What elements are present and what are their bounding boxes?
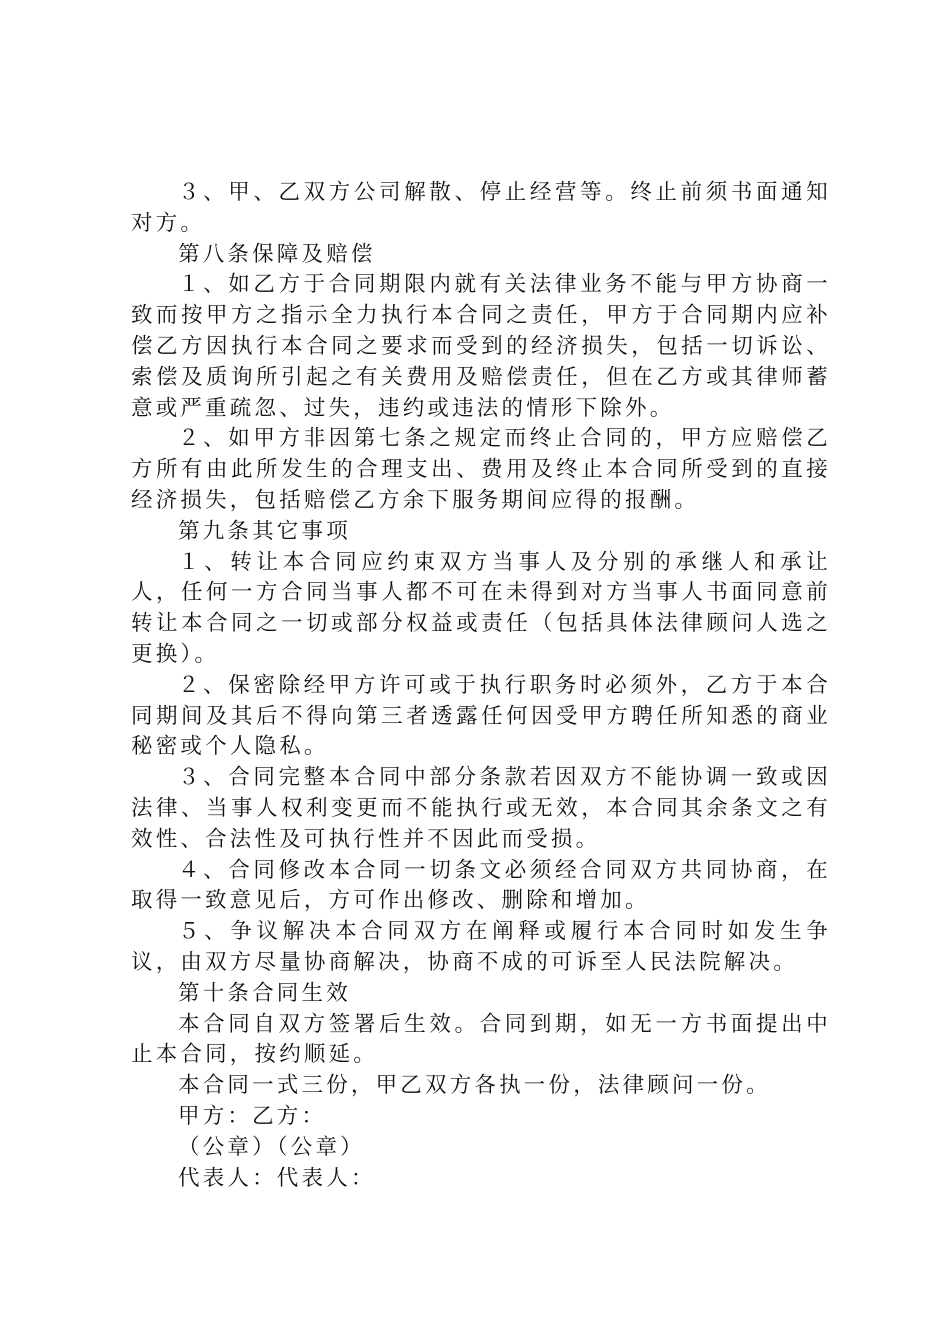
effective-clause: 本合同自双方签署后生效。合同到期，如无一方书面提出中止本合同，按约顺延。 <box>131 1011 831 1068</box>
article-9-heading: 第九条其它事项 <box>178 518 351 544</box>
clause-7-item-3: ３、甲、乙双方公司解散、停止经营等。终止前须书面通知对方。 <box>131 180 831 236</box>
party-labels: 甲方：乙方： <box>178 1103 327 1129</box>
clause-9-item-5: ５、争议解决本合同双方在阐释或履行本合同时如发生争议，由双方尽量协商解决，协商不成的可诉至人民法院解决。 <box>131 919 831 975</box>
clause-9-item-4: ４、合同修改本合同一切条文必须经合同双方共同协商，在取得一致意见后，方可作出修改、删除和增加。 <box>131 857 831 914</box>
representative-labels: 代表人：代表人： <box>178 1165 376 1191</box>
clause-8-item-1: １、如乙方于合同期限内就有关法律业务不能与甲方协商一致而按甲方之指示全力执行本合同之责任，甲方于合同期内应补偿乙方因执行本合同之要求而受到的经济损失，包括一切诉讼、索偿及质询所引起之有关费用及赔偿责任，但在乙方或其律师蓄意或严重疏忽、过失，违约或违法的情形下除外。 <box>131 272 831 421</box>
seal-labels: （公章）（公章） <box>178 1134 365 1160</box>
article-8-heading: 第八条保障及赔偿 <box>178 241 376 267</box>
clause-9-item-2: ２、保密除经甲方许可或于执行职务时必须外，乙方于本合同期间及其后不得向第三者透露任何因受甲方聘任所知悉的商业秘密或个人隐私。 <box>131 672 831 760</box>
article-10-heading: 第十条合同生效 <box>178 980 351 1006</box>
document-body <box>131 178 831 1194</box>
clause-9-item-3: ３、合同完整本合同中部分条款若因双方不能协调一致或因法律、当事人权利变更而不能执行或无效，本合同其余条文之有效性、合法性及可执行性并不因此而受损。 <box>131 765 831 852</box>
clause-8-item-2: ２、如甲方非因第七条之规定而终止合同的，甲方应赔偿乙方所有由此所发生的合理支出、费用及终止本合同所受到的直接经济损失，包括赔偿乙方余下服务期间应得的报酬。 <box>131 426 831 513</box>
clause-9-item-1: １、转让本合同应约束双方当事人及分别的承继人和承让人，任何一方合同当事人都不可在未得到对方当事人书面同意前转让本合同之一切或部分权益或责任（包括具体法律顾问人选之更换）。 <box>131 549 831 667</box>
copies-clause: 本合同一式三份，甲乙双方各执一份，法律顾问一份。 <box>178 1073 771 1099</box>
